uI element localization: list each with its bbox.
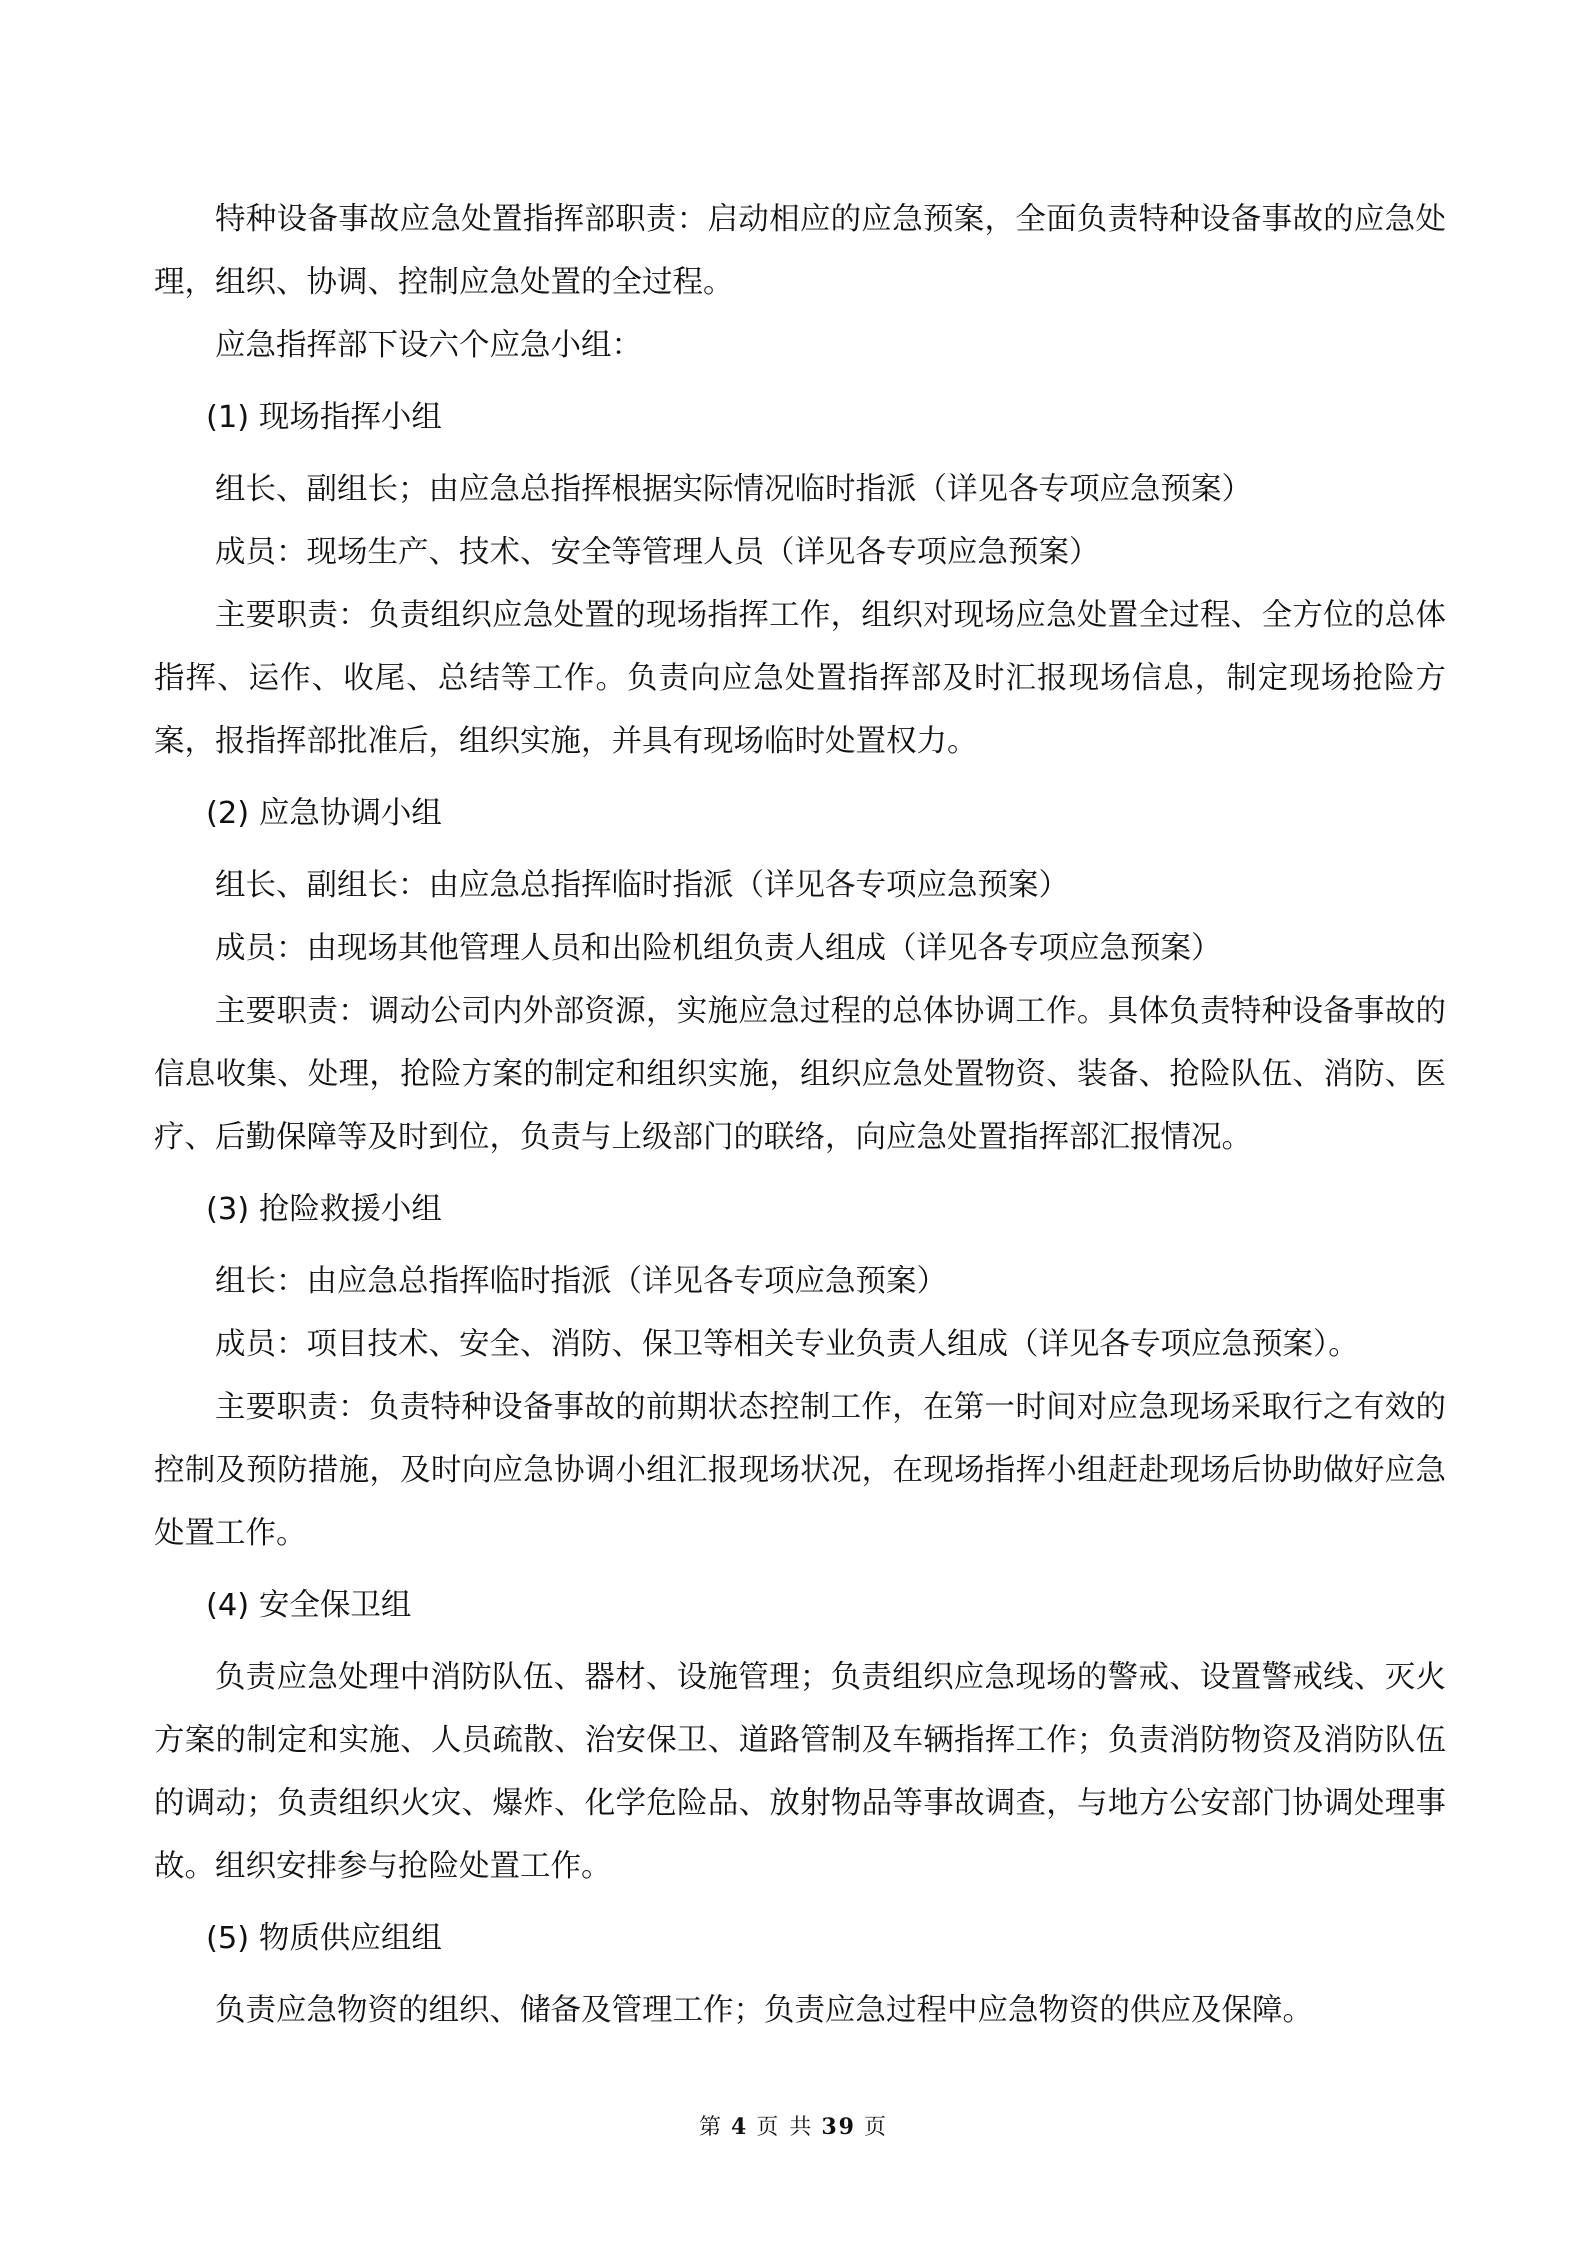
- section-paragraph: 组长、副组长；由应急总指挥根据实际情况临时指派（详见各专项应急预案）: [215, 472, 1252, 507]
- section-paragraph: 主要职责：调动公司内外部资源，实施应急过程的总体协调工作。具体负责特种设备事故的信息收集、处理，抢险方案的制定和组织实施，组织应急处置物资、装备、抢险队伍、消防、医疗、后勤保障等及时到位，负责与上级部门的联络，向应急处置指挥部汇报情况。: [154, 994, 1446, 1155]
- section-paragraph: 成员：现场生产、技术、安全等管理人员（详见各专项应急预案）: [215, 535, 1100, 570]
- section-heading: (4) 安全保卫组: [206, 1588, 412, 1623]
- section-heading: (5) 物质供应组组: [206, 1921, 442, 1956]
- footer-mid: 页 共: [756, 2115, 814, 2140]
- section-paragraph: 负责应急处理中消防队伍、器材、设施管理；负责组织应急现场的警戒、设置警戒线、灭火方案的制定和实施、人员疏散、治安保卫、道路管制及车辆指挥工作；负责消防物资及消防队伍的调动；负责组织火灾、爆炸、化学危险品、放射物品等事故调查，与地方公安部门协调处理事故。组织安排参与抢险处置工作。: [154, 1660, 1446, 1884]
- section-paragraph: 成员：项目技术、安全、消防、保卫等相关专业负责人组成（详见各专项应急预案）。: [215, 1327, 1359, 1362]
- footer-suffix: 页: [863, 2115, 888, 2140]
- section-heading: (2) 应急协调小组: [206, 796, 442, 831]
- section-security: [154, 1574, 1446, 1898]
- intro-paragraph: 特种设备事故应急处置指挥部职责：启动相应的应急预案，全面负责特种设备事故的应急处理，组织、协调、控制应急处置的全过程。: [154, 202, 1446, 300]
- section-paragraph: 成员：由现场其他管理人员和出险机组负责人组成（详见各专项应急预案）: [215, 931, 1222, 966]
- section-paragraph: 组长、副组长：由应急总指挥临时指派（详见各专项应急预案）: [215, 868, 1069, 903]
- section-paragraph: 主要职责：负责组织应急处置的现场指挥工作，组织对现场应急处置全过程、全方位的总体指挥、运作、收尾、总结等工作。负责向应急处置指挥部及时汇报现场信息，制定现场抢险方案，报指挥部批准后，组织实施，并具有现场临时处置权力。: [154, 598, 1446, 759]
- section-coordination: [154, 782, 1446, 1169]
- section-heading: (3) 抢险救援小组: [206, 1192, 442, 1227]
- section-paragraph: 主要职责：负责特种设备事故的前期状态控制工作，在第一时间对应急现场采取行之有效的控制及预防措施，及时向应急协调小组汇报现场状况，在现场指挥小组赶赴现场后协助做好应急处置工作。: [154, 1390, 1446, 1551]
- groups-intro: 应急指挥部下设六个应急小组：: [215, 328, 642, 363]
- footer-total-pages: 39: [821, 2114, 856, 2140]
- document-body: [154, 188, 1446, 2042]
- section-paragraph: 负责应急物资的组织、储备及管理工作；负责应急过程中应急物资的供应及保障。: [215, 1993, 1313, 2028]
- section-paragraph: 组长：由应急总指挥临时指派（详见各专项应急预案）: [215, 1264, 947, 1299]
- page-footer: [0, 2110, 1587, 2141]
- section-heading: (1) 现场指挥小组: [206, 400, 442, 435]
- footer-page-number: 4: [731, 2114, 749, 2140]
- footer-prefix: 第: [699, 2115, 724, 2140]
- section-supply: [154, 1907, 1446, 2042]
- section-field-command: [154, 386, 1446, 773]
- section-rescue: [154, 1178, 1446, 1565]
